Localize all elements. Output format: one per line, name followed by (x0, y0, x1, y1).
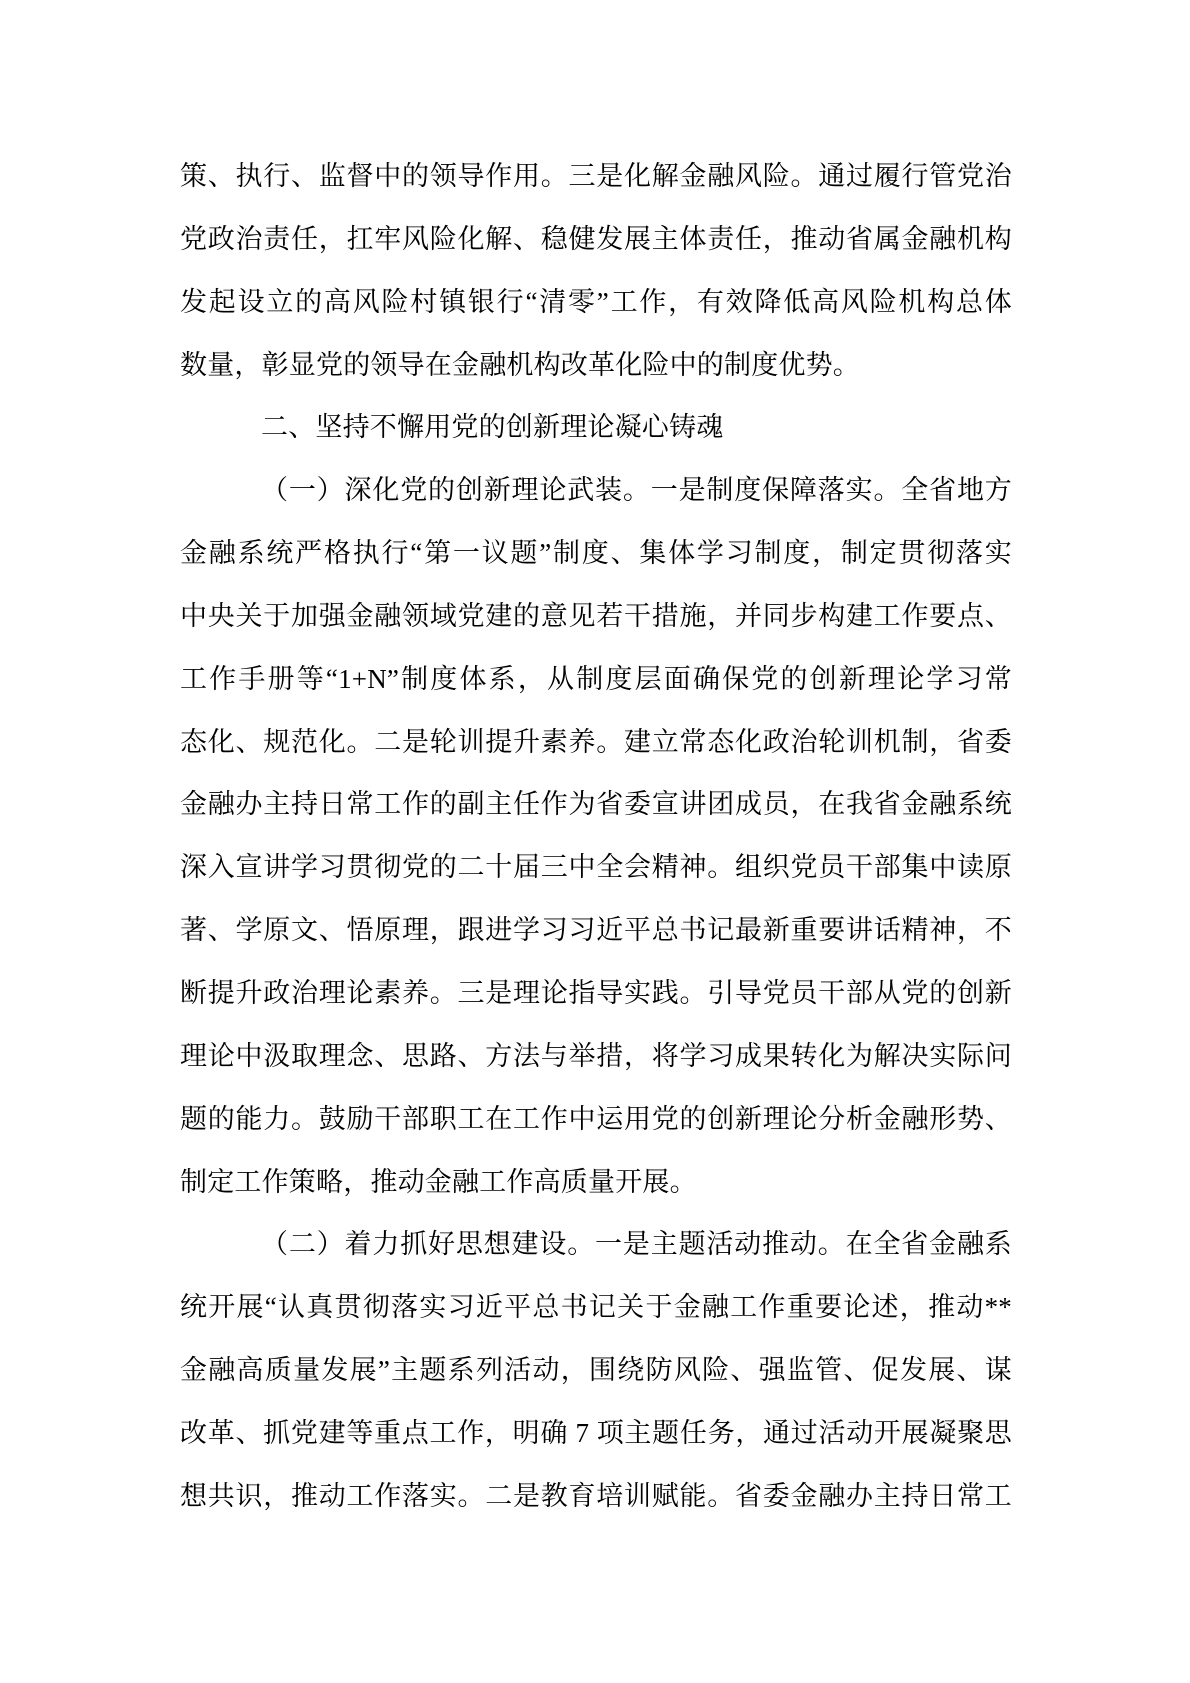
text-line: 金融办主持日常工作的副主任作为省委宣讲团成员，在我省金融系统 (180, 789, 1012, 820)
text-line: 想共识，推动工作落实。二是教育培训赋能。省委金融办主持日常工 (180, 1480, 1012, 1511)
text-line: 深入宣讲学习贯彻党的二十届三中全会精神。组织党员干部集中读原 (180, 852, 1012, 883)
text-line: 题的能力。鼓励干部职工在工作中运用党的创新理论分析金融形势、 (180, 1103, 1012, 1134)
text-line: 中央关于加强金融领域党建的意见若干措施，并同步构建工作要点、 (180, 600, 1012, 631)
text-line: 数量，彰显党的领导在金融机构改革化险中的制度优势。 (180, 349, 860, 380)
text-line: 改革、抓党建等重点工作，明确 7 项主题任务，通过活动开展凝聚思 (180, 1417, 1012, 1448)
text-line: 著、学原文、悟原理，跟进学习习近平总书记最新重要讲话精神，不 (180, 915, 1012, 946)
text-line: 工作手册等“1+N”制度体系，从制度层面确保党的创新理论学习常 (180, 663, 1012, 694)
text-line: 制定工作策略，推动金融工作高质量开展。 (180, 1166, 697, 1197)
section-heading: 二、坚持不懈用党的创新理论凝心铸魂 (261, 412, 724, 443)
text-line: （一）深化党的创新理论武装。一是制度保障落实。全省地方 (261, 475, 1012, 506)
text-line: 金融系统严格执行“第一议题”制度、集体学习制度，制定贯彻落实 (180, 538, 1012, 569)
text-line: 策、执行、监督中的领导作用。三是化解金融风险。通过履行管党治 (180, 161, 1012, 191)
text-line: 发起设立的高风险村镇银行“清零”工作，有效降低高风险机构总体 (180, 286, 1012, 317)
text-line: 态化、规范化。二是轮训提升素养。建立常态化政治轮训机制，省委 (180, 726, 1012, 757)
text-line: 统开展“认真贯彻落实习近平总书记关于金融工作重要论述，推动** (180, 1292, 1012, 1323)
text-line: 金融高质量发展”主题系列活动，围绕防风险、强监管、促发展、谋 (180, 1355, 1012, 1386)
text-line: 党政治责任，扛牢风险化解、稳健发展主体责任，推动省属金融机构 (180, 223, 1012, 254)
text-line: 理论中汲取理念、思路、方法与举措，将学习成果转化为解决实际问 (180, 1040, 1012, 1071)
text-block (180, 145, 1012, 1528)
text-line: 断提升政治理论素养。三是理论指导实践。引导党员干部从党的创新 (180, 977, 1012, 1008)
text-line: （二）着力抓好思想建设。一是主题活动推动。在全省金融系 (261, 1229, 1012, 1260)
